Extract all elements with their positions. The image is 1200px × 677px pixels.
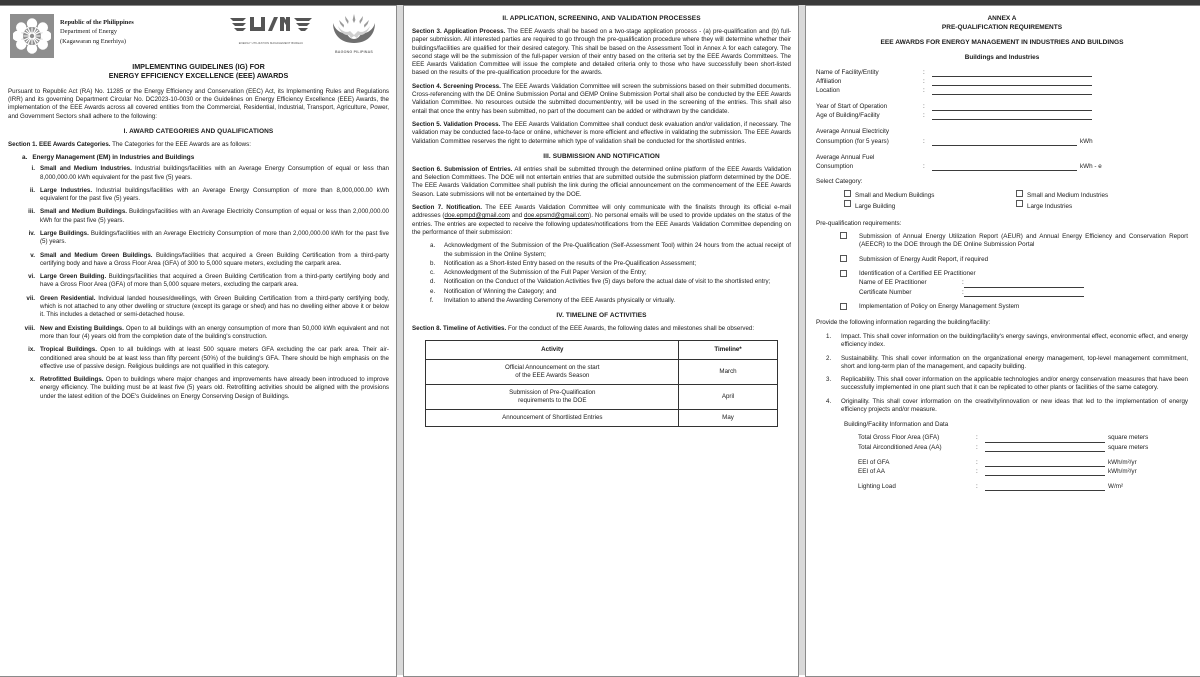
checkbox-icon[interactable] xyxy=(840,303,847,310)
section-5-paragraph xyxy=(412,121,791,146)
section-8-text: For the conduct of the EEE Awards, the following dates and milestones shall be observed: xyxy=(506,325,755,333)
form-field-row xyxy=(816,102,1188,111)
category-term: Tropical Buildings. xyxy=(40,346,97,354)
section-7-label: Section 7. Notification. xyxy=(412,204,483,212)
criteria-text: This shall cover information on the building/facility's energy savings, environmental effect, economic effect, and energy efficiency index. xyxy=(841,332,1188,349)
list-item xyxy=(430,278,791,286)
document-title xyxy=(8,62,389,81)
list-item xyxy=(22,252,389,269)
field-label: Location xyxy=(816,87,840,95)
facility-fields-group-1 xyxy=(816,68,1188,95)
list-body xyxy=(841,355,1188,372)
practitioner-field-row xyxy=(859,288,1188,297)
building-data-group-2 xyxy=(858,458,1188,476)
section-5-text: The EEE Awards Validation Committee shall conduct desk evaluation and/or validation, if necessary. The validation may be conducted face-to-face or online, whichever is more efficient and effective in validating the submission. The EEE Awards Validation Committee reserves the right to determine which type of validation shall be conducted for the shortlisted entries. xyxy=(412,120,791,145)
category-text: Buildings/facilities with an Average Electricity Consumption of more than 2,000,000.00 kWh for the past five (5) years. xyxy=(40,229,389,246)
field-colon: : xyxy=(976,458,978,466)
field-input-rule[interactable] xyxy=(964,279,1084,288)
field-unit: square meters xyxy=(1108,434,1149,442)
checkbox-option-large-building[interactable] xyxy=(844,201,1016,212)
category-term: Large Green Building. xyxy=(40,273,107,281)
section-1-paragraph xyxy=(8,141,389,149)
list-item xyxy=(430,269,791,277)
checkbox-icon[interactable] xyxy=(840,232,847,239)
category-group-a-marker: a. xyxy=(22,154,28,162)
field-label-line-2: Consumption xyxy=(816,162,854,170)
table-row xyxy=(426,359,777,384)
field-label: EEI of AA xyxy=(858,467,885,475)
list-marker: 2. xyxy=(826,354,832,362)
field-label-line-2: Consumption (for 5 years) xyxy=(816,137,889,145)
criteria-text: This shall cover information on the organizational energy management, top-level management commitment, short and long-term plan of the management, and capacity building. xyxy=(841,354,1188,370)
list-body xyxy=(841,376,1188,393)
prequalification-requirements-label: Pre-qualification requirements: xyxy=(816,219,902,227)
practitioner-field-row xyxy=(859,278,1188,287)
field-colon: : xyxy=(962,279,964,287)
list-item xyxy=(22,273,389,290)
form-field-row xyxy=(858,467,1188,476)
list-item xyxy=(430,297,791,305)
prequal-requirement-item[interactable] xyxy=(840,270,1188,297)
form-field-row xyxy=(858,458,1188,467)
section-3-label: Section 3. Application Process. xyxy=(412,28,506,35)
checkbox-option-small-medium-buildings[interactable] xyxy=(844,190,1016,201)
list-item xyxy=(22,230,389,247)
list-body xyxy=(841,333,1188,350)
activity-line-2: requirements to the DOE xyxy=(518,396,587,404)
checkbox-icon[interactable] xyxy=(1016,200,1023,207)
table-row xyxy=(426,409,777,426)
list-item xyxy=(826,398,1188,415)
category-term: Small and Medium Green Buildings. xyxy=(40,251,153,259)
cell-timeline: May xyxy=(679,409,777,426)
activity-line-1: Official Announcement on the start xyxy=(505,363,600,371)
section-5-label: Section 5. Validation Process. xyxy=(412,120,501,128)
field-label: Certificate Number xyxy=(859,288,912,296)
section-3-paragraph xyxy=(412,28,791,78)
building-data-label: Building/Facility Information and Data xyxy=(844,421,949,429)
field-colon: : xyxy=(923,68,925,76)
section-7-paragraph xyxy=(412,204,791,237)
list-marker: ix. xyxy=(28,346,35,354)
secondary-logos xyxy=(227,14,389,54)
list-item xyxy=(826,355,1188,372)
field-colon: : xyxy=(923,112,925,120)
field-input-rule[interactable] xyxy=(985,443,1105,452)
annex-title-line-1: ANNEX A xyxy=(987,15,1017,22)
category-term: New and Existing Buildings. xyxy=(40,324,124,332)
field-label-line-1: Average Annual Fuel xyxy=(816,153,875,161)
list-marker: ii. xyxy=(29,186,35,194)
category-term: Large Industries. xyxy=(40,186,93,194)
field-label: EEI of GFA xyxy=(858,458,890,466)
eumb-caption: ENERGY UTILIZATION MANAGEMENT BUREAU xyxy=(238,42,304,45)
section-4-text: The EEE Awards Validation Committee will screen the submissions based on their submitted documents. Cross-referencing with the DE Online Submission Portal and GEMP Online Submission Portal shall also be conducted by the EEE Awards Validation Committee. No resources outside the submitted document/entry, will be used in the screening of the entries. This shall also entail that once the entry has been submitted, no part of the document can be added or withdrawn by the candidate. xyxy=(412,82,791,115)
category-text: Industrial buildings/facilities with an Average Energy Consumption of more than 8,000,000.00 kWh equivalent for the past five (5) years. xyxy=(40,186,390,203)
checkbox-icon[interactable] xyxy=(844,200,851,207)
form-field-row xyxy=(816,68,1188,77)
list-marker: v. xyxy=(30,251,35,259)
annex-group-heading: Buildings and Industries xyxy=(964,53,1040,61)
field-input-rule[interactable] xyxy=(932,162,1077,171)
timeline-table xyxy=(425,340,777,427)
category-column-industries xyxy=(1016,190,1188,212)
category-group-a-label: Energy Management (EM) in Industries and Buildings xyxy=(32,154,195,162)
category-text: Open to buildings where major changes and improvements have already been introduced to improve energy efficiency. The building must be at least five (5) years old. Retrofitting activities should be aligned with the provisions under the latest edition of the DOE's Guidelines on Energy Conserving Design of Buildings. xyxy=(40,376,389,400)
category-term: Green Residential. xyxy=(40,294,96,302)
list-body xyxy=(841,398,1188,415)
category-term: Small and Medium Industries. xyxy=(40,165,132,173)
fuel-consumption-field xyxy=(816,153,1188,171)
republic-line-2: Department of Energy xyxy=(60,28,118,36)
field-label: Year of Start of Operation xyxy=(816,103,888,111)
field-unit: kWh/m²/yr xyxy=(1108,458,1137,466)
prequal-requirement-text: Submission of Energy Audit Report, if required xyxy=(859,255,989,263)
form-field-row xyxy=(816,77,1188,86)
section-7-text-b: and xyxy=(509,212,525,220)
checkbox-option-small-medium-industries[interactable] xyxy=(1016,190,1188,201)
heading-award-categories: I. AWARD CATEGORIES AND QUALIFICATIONS xyxy=(123,127,274,135)
field-colon: : xyxy=(976,467,978,475)
list-body: Acknowledgment of the Submission of the Full Paper Version of the Entry; xyxy=(444,269,647,277)
field-unit: square meters xyxy=(1108,443,1149,451)
form-field-row xyxy=(858,433,1188,442)
prequal-requirement-text xyxy=(859,270,1188,297)
field-unit: kWh - e xyxy=(1080,162,1102,170)
list-body: Invitation to attend the Awarding Ceremony of the EEE Awards physically or virtually. xyxy=(444,297,676,305)
field-input-rule[interactable] xyxy=(932,111,1092,120)
annex-title-line-2: PRE-QUALIFICATION REQUIREMENTS xyxy=(941,24,1063,32)
field-label: Affiliation xyxy=(816,77,842,85)
list-item xyxy=(430,288,791,296)
list-marker: a. xyxy=(430,242,436,250)
criteria-term: Sustainability. xyxy=(841,354,879,362)
field-unit: W/m² xyxy=(1108,482,1124,490)
list-item xyxy=(22,295,389,320)
checkbox-label: Small and Medium Buildings xyxy=(855,192,935,200)
list-item xyxy=(430,260,791,268)
list-marker: iv. xyxy=(28,229,35,237)
list-body xyxy=(40,346,389,371)
eumb-logo xyxy=(227,14,315,45)
field-label xyxy=(816,127,923,145)
category-text: Buildings/facilities that acquired a Green Building Certification from a third-party certifying body and have a Gross Floor Area (GFA) of more than 5,000 square meters, excluding the carpark area. xyxy=(40,273,389,289)
field-colon: : xyxy=(923,87,925,95)
field-colon: : xyxy=(976,434,978,442)
cell-activity xyxy=(426,384,679,409)
cell-timeline: March xyxy=(679,359,777,384)
column-header-timeline: Timeline* xyxy=(679,340,777,359)
list-body: Acknowledgment of the Submission of the Pre-Qualification (Self-Assessment Tool) within 24 hours from the actual receipt of the submission in the Online System; xyxy=(444,242,791,258)
section-4-label: Section 4. Screening Process. xyxy=(412,82,501,90)
prequal-requirement-item[interactable] xyxy=(840,256,1188,264)
checkbox-label: Large Industries xyxy=(1027,202,1073,210)
checkbox-icon[interactable] xyxy=(840,270,847,277)
field-label: Total Airconditioned Area (AA) xyxy=(858,443,942,451)
list-body xyxy=(40,295,389,320)
category-text: Buildings/facilities with an Average Electricity Consumption of equal or less than 2,000,000.00 kWh for the past five (5) years. xyxy=(40,208,389,224)
table-row xyxy=(426,384,777,409)
criteria-list xyxy=(826,333,1188,414)
building-data-group-3 xyxy=(858,482,1188,491)
list-item xyxy=(22,187,389,204)
list-marker: viii. xyxy=(24,324,35,332)
annex-title xyxy=(816,14,1188,33)
list-item xyxy=(826,376,1188,393)
field-input-rule[interactable] xyxy=(985,458,1105,467)
category-text: Buildings/facilities that acquired a Green Building Certification from a third-party certifying body and have a Gross Floor Area (GFA) of 300 to 5,000 square meters, excluding the carpark area. xyxy=(40,251,389,267)
criteria-term: Originality. xyxy=(841,397,870,405)
cell-activity xyxy=(426,359,679,384)
activity-line-2: of the EEE Awards Season xyxy=(515,371,590,379)
doe-seal-logo xyxy=(10,14,54,58)
list-marker: 1. xyxy=(826,332,832,340)
republic-text xyxy=(60,14,134,46)
category-term: Retrofitted Buildings. xyxy=(40,376,104,384)
building-data-group-1 xyxy=(858,433,1188,451)
checkbox-icon[interactable] xyxy=(844,190,851,197)
list-body: Notification of Winning the Category; and xyxy=(444,287,557,295)
form-field-row xyxy=(858,482,1188,491)
form-field-row xyxy=(816,86,1188,95)
list-item xyxy=(22,346,389,371)
field-label: Name of Facility/Entity xyxy=(816,68,879,76)
document-title-line-2: ENERGY EFFICIENCY EXCELLENCE (EEE) AWARDS xyxy=(108,71,289,81)
email-link-epsmd[interactable]: doe.epsmd@gmail.com xyxy=(524,212,590,220)
field-input-rule[interactable] xyxy=(932,102,1092,111)
electricity-consumption-field xyxy=(816,127,1188,145)
list-body xyxy=(40,187,389,204)
checkbox-icon[interactable] xyxy=(1016,190,1023,197)
field-label: Lighting Load xyxy=(858,482,896,490)
category-term: Large Buildings. xyxy=(40,229,89,237)
list-marker: 4. xyxy=(826,397,832,405)
checkbox-icon[interactable] xyxy=(840,255,847,262)
page-header xyxy=(8,12,389,58)
bagong-pilipinas-logo xyxy=(325,14,383,54)
list-marker: x. xyxy=(29,376,35,384)
field-colon: : xyxy=(976,443,978,451)
field-colon: : xyxy=(923,77,925,85)
bagong-pilipinas-caption: BAGONG PILIPINAS xyxy=(335,50,373,54)
field-unit: kWh/m²/yr xyxy=(1108,467,1137,475)
section-8-paragraph xyxy=(412,325,791,333)
prequal-requirement-text: Implementation of Policy on Energy Management System xyxy=(859,303,1020,311)
preamble-paragraph: Pursuant to Republic Act (RA) No. 11285 or the Energy Efficiency and Conservation (EEC) Act, its Implementing Rules and Regulations (IRR) and its governing Department Circular No. DC2023-10-0030 or the Guidelines on Energy Efficiency Excellence (EEE) Awards, the implementation of the EEE Awards across all covered entities from the Commercial, Residential, Industrial, Transport, Agriculture, Power, and Government Sectors shall adhere to the following: xyxy=(8,87,389,120)
list-item xyxy=(430,242,791,259)
field-label xyxy=(816,153,923,171)
field-unit: kWh xyxy=(1080,137,1093,145)
heading-application-processes: II. APPLICATION, SCREENING, AND VALIDATION PROCESSES xyxy=(502,15,701,22)
field-input-rule[interactable] xyxy=(964,288,1084,297)
category-group-a xyxy=(22,154,389,161)
annex-subtitle: EEE AWARDS FOR ENERGY MANAGEMENT IN INDUSTRIES AND BUILDINGS xyxy=(880,38,1124,46)
prequal-requirement-item[interactable] xyxy=(840,303,1188,311)
facility-fields-group-2 xyxy=(816,102,1188,120)
list-marker: c. xyxy=(430,269,435,277)
list-marker: e. xyxy=(430,287,436,295)
list-marker: b. xyxy=(430,259,436,267)
list-body xyxy=(40,325,389,342)
field-input-rule[interactable] xyxy=(932,77,1092,86)
section-6-paragraph xyxy=(412,166,791,199)
field-colon: : xyxy=(923,137,925,145)
criteria-term: Impact. xyxy=(841,332,862,340)
cell-activity: Announcement of Shortlisted Entries xyxy=(426,409,679,426)
field-colon: : xyxy=(923,103,925,111)
list-body: Notification on the Conduct of the Validation Activities five (5) days before the actual date of visit to the shortlisted entry; xyxy=(444,278,771,286)
table-header-row xyxy=(426,340,777,359)
field-input-rule[interactable] xyxy=(985,434,1105,443)
form-field-row xyxy=(816,111,1188,120)
field-input-rule[interactable] xyxy=(932,137,1077,146)
field-colon: : xyxy=(923,162,925,170)
list-body xyxy=(40,165,389,182)
field-label: Total Gross Floor Area (GFA) xyxy=(858,434,940,442)
list-marker: iii. xyxy=(28,208,35,216)
section-4-paragraph xyxy=(412,83,791,116)
document-title-line-1: IMPLEMENTING GUIDELINES (IG) FOR xyxy=(132,62,265,71)
cell-timeline: April xyxy=(679,384,777,409)
section-1-label: Section 1. EEE Awards Categories. xyxy=(8,140,111,148)
field-input-rule[interactable] xyxy=(932,86,1092,95)
field-input-rule[interactable] xyxy=(932,68,1092,77)
category-checkbox-grid xyxy=(844,190,1188,212)
section-3-text: The EEE Awards shall be based on a two-stage application process - (a) pre-qualification and (b) full-paper submission. All interested parties are required to go through the pre-qualification procedure where they will determine whether their buildings/facilities are qualified for their desired category. This shall be based on the Assessment Tool in Annex A for each category. The second stage will be the submission of the full-paper version of their entry based on the criteria set by the EEE Awards Committees. The EEE Awards Validation Committee will issue the complete and detailed criteria only to those who have successfully been short-listed based on the results of the pre-qualification procedure for the awards. xyxy=(412,28,792,77)
criteria-text: This shall cover information on the applicable technologies and/or energy conservation measures that have been successfully implemented in one plant such that it can be replicated to other plants or facilities of the same category. xyxy=(841,376,1188,392)
prequal-requirement-title: Identification of a Certified EE Practitioner xyxy=(859,270,976,278)
field-colon: : xyxy=(976,482,978,490)
section-7-text-a: The EEE Awards Validation Committee will only communicate with the finalists through its official e-mail addresses ( xyxy=(412,204,791,220)
email-link-epmpd[interactable]: doe.epmpd@gmail.com xyxy=(444,212,510,220)
republic-line-3: (Kagawaran ng Enerhiya) xyxy=(60,37,127,45)
award-categories-list xyxy=(22,165,389,401)
section-1-text: The Categories for the EEE Awards are as follows: xyxy=(110,140,251,148)
list-item xyxy=(22,376,389,401)
field-label: Name of EE Practitioner xyxy=(859,279,927,287)
section-7-text-c: ). No personal emails will be used to provide updates on the status of the entries. The entries are expected to receive the following updates/notifications from the EEE Awards Validation Committee depending on the performance of their submission: xyxy=(412,212,791,236)
list-marker: 3. xyxy=(826,376,832,384)
list-item xyxy=(22,208,389,225)
field-input-rule[interactable] xyxy=(985,467,1105,476)
category-text: Individual landed houses/dwellings, with Green Building Certification from a third-party certifying body, which is not attached to any other dwelling or structure (except its garage or shed) and has no dwelling either above it or below it. This includes a detached or semi-detached house. xyxy=(40,294,389,319)
checkbox-label: Small and Medium Industries xyxy=(1027,192,1109,200)
provide-information-label: Provide the following information regarding the building/facility: xyxy=(816,318,991,326)
field-label-line-1: Average Annual Electricity xyxy=(816,128,890,136)
section-8-label: Section 8. Timeline of Activities. xyxy=(412,325,507,333)
list-body xyxy=(40,273,389,290)
list-marker: f. xyxy=(430,297,434,305)
list-item xyxy=(22,325,389,342)
category-text: Industrial buildings/facilities with an Average Energy Consumption of equal or less than 8,000,000.00 kWh equivalent for the past five (5) years. xyxy=(40,165,389,181)
category-term: Small and Medium Buildings. xyxy=(40,208,127,216)
heading-timeline-activities: IV. TIMELINE OF ACTIVITIES xyxy=(556,312,647,320)
list-body: Notification as a Short-listed Entry based on the results of the Pre-Qualification Assessment; xyxy=(444,259,697,267)
notification-list xyxy=(430,242,791,305)
activity-line-1: Submission of Pre-Qualification xyxy=(509,388,596,396)
field-colon: : xyxy=(962,288,964,296)
criteria-term: Replicability. xyxy=(841,376,876,384)
list-item xyxy=(22,165,389,182)
checkbox-option-large-industries[interactable] xyxy=(1016,201,1188,212)
list-item xyxy=(826,333,1188,350)
select-category-label: Select Category: xyxy=(816,177,863,185)
category-column-buildings xyxy=(844,190,1016,212)
column-header-activity: Activity xyxy=(426,340,679,359)
list-marker: vii. xyxy=(26,294,35,302)
checkbox-label: Large Building xyxy=(855,202,896,210)
form-field-row xyxy=(858,443,1188,452)
list-marker: d. xyxy=(430,278,436,286)
list-body xyxy=(40,252,389,269)
category-group-list xyxy=(22,154,389,161)
prequal-requirement-text: Submission of Annual Energy Utilization Report (AEUR) and Annual Energy Efficiency and Conservation Report (AEECR) to the DOE through the DE Online Submission Portal xyxy=(859,232,1188,249)
field-input-rule[interactable] xyxy=(985,482,1105,491)
field-label: Age of Building/Facility xyxy=(816,112,880,120)
list-body xyxy=(40,376,389,401)
section-6-label: Section 6. Submission of Entries. xyxy=(412,165,513,173)
document-page-3 xyxy=(805,5,1200,677)
heading-submission-notification: III. SUBMISSION AND NOTIFICATION xyxy=(543,152,660,160)
list-body xyxy=(40,208,389,225)
list-marker: vi. xyxy=(28,273,35,281)
document-page-1 xyxy=(0,5,397,677)
prequal-requirement-item[interactable] xyxy=(840,233,1188,250)
republic-line-1: Republic of the Philippines xyxy=(60,19,134,26)
list-marker: i. xyxy=(31,165,35,173)
category-text: Open to all buildings with an energy consumption of more than 50,000 kWh equivalent and not more than four (4) years old from the completion date of the building's construction. xyxy=(40,324,389,340)
category-text: Open to all buildings with at least 500 square meters GFA excluding the car park area. Their air-conditioned area should be at least less than fifty percent (50%) of the building's GFA. There should be high emphasis on the effective use of passive design. Religious buildings are not qualified in this category. xyxy=(40,346,389,370)
criteria-text: This shall cover information on the creativity/innovation or new ideas that led to the implementation of energy efficiency projects and/or measure. xyxy=(841,397,1188,413)
section-6-text: All entries shall be submitted through the determined online platform of the EEE Awards Validation and Selection Committees. The DOE will not entertain entries that are submitted outside the submission platform determined by the DOE. The EEE Awards Validation Committee shall publish the link during the official announcement on the commencement of the EEE Awards Season. Late submissions will not be entertained by the DOE. xyxy=(412,165,791,198)
document-page-2 xyxy=(403,5,799,677)
list-body xyxy=(40,230,389,247)
